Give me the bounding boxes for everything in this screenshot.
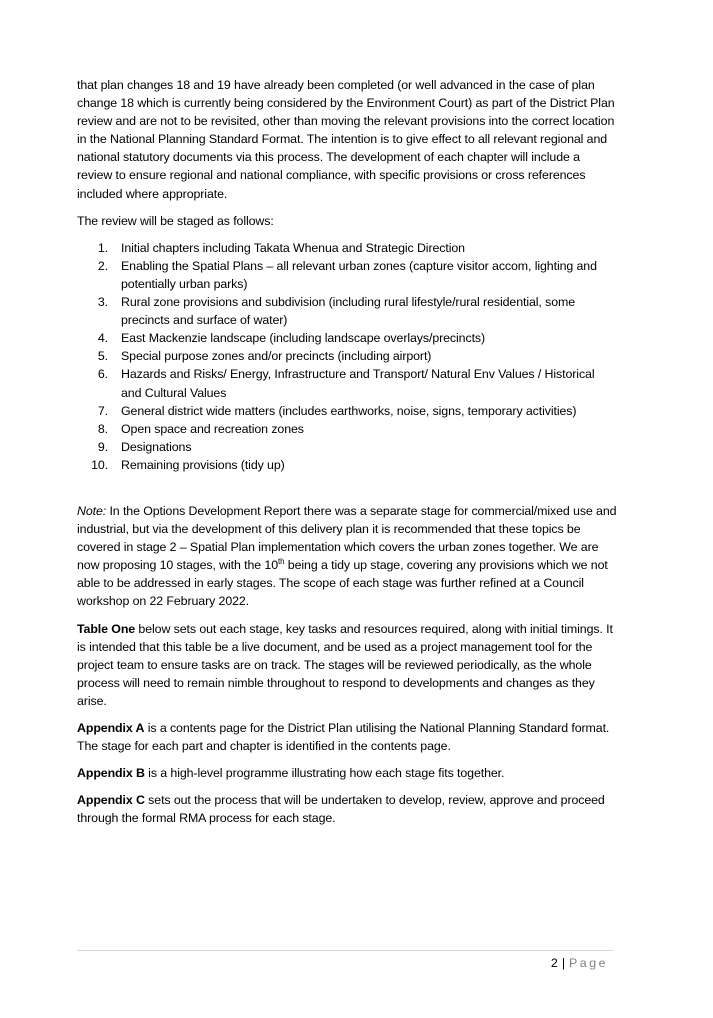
stage-number: 8. — [97, 421, 108, 436]
stage-number: 10. — [91, 457, 108, 472]
intro-paragraph: that plan changes 18 and 19 have already been completed (or well advanced in the case of plan change 18 which is currently being considered by the Environment Court) as part of the District Plan review and are not to be revisited, other than moving the relevant provisions into the correct location in the National Planning Standard Format. The intention is to give effect to all relevant regional and national statutory documents via this process. The development of each chapter will include a review to ensure regional and national compliance, with specific provisions or cross references included where appropriate. — [77, 78, 615, 201]
page-footer — [551, 954, 608, 972]
stage-number: 1. — [97, 240, 108, 255]
stage-number-wrap — [77, 293, 121, 329]
table-one-text: below sets out each stage, key tasks and resources required, along with initial timings. It is intended that this table be a live document, and be used as a project management tool for the project team to ensure tasks are on track. The stages will be reviewed periodically, as the whole process will need to remain nimble throughout to respond to developments and changes as they arise. — [77, 621, 613, 708]
footer-separator: | — [561, 956, 566, 970]
page-number: 2 — [550, 956, 558, 970]
appendix-c-text: sets out the process that will be undertaken to develop, review, approve and proceed through the formal RMA process for each stage. — [77, 793, 605, 826]
stage-number: 4. — [97, 331, 108, 346]
stage-number: 6. — [97, 367, 108, 382]
stage-text: Designations — [121, 439, 192, 454]
stage-number: 7. — [97, 403, 108, 418]
stage-number-wrap — [77, 402, 121, 420]
stage-number-wrap — [77, 257, 121, 293]
appendix-c-paragraph — [77, 791, 617, 827]
stage-text: Hazards and Risks/ Energy, Infrastructure and Transport/ Natural Env Values / Historical and Cultural Values — [121, 367, 595, 400]
page-content — [77, 76, 617, 836]
stages-intro: The review will be staged as follows: — [77, 213, 274, 228]
stage-number: 5. — [97, 349, 108, 364]
stage-item — [77, 239, 617, 257]
stage-text: Enabling the Spatial Plans – all relevant urban zones (capture visitor accom, lighting and potentially urban parks) — [121, 258, 597, 291]
footer-divider — [77, 950, 614, 951]
stage-number-wrap — [77, 365, 121, 401]
stage-number: 2. — [97, 258, 108, 273]
stage-number-wrap — [77, 239, 121, 257]
stage-text: Initial chapters including Takata Whenua and Strategic Direction — [121, 240, 465, 255]
stage-number-wrap — [77, 347, 121, 365]
appendix-a-text: is a contents page for the District Plan utilising the National Planning Standard format. The stage for each part and chapter is identified in the contents page. — [77, 721, 610, 754]
appendix-a-paragraph — [77, 719, 617, 755]
table-one-ref: Table One — [77, 621, 136, 636]
stage-item — [77, 347, 617, 365]
stage-text: Special purpose zones and/or precincts (including airport) — [121, 349, 432, 364]
stage-item — [77, 293, 617, 329]
stage-number: 9. — [97, 439, 108, 454]
stage-item — [77, 420, 617, 438]
stage-text: Remaining provisions (tidy up) — [121, 457, 285, 472]
stage-text: Open space and recreation zones — [121, 421, 304, 436]
appendix-b-ref: Appendix B — [77, 766, 145, 781]
stage-item — [77, 365, 617, 401]
stage-item — [77, 456, 617, 474]
stages-list — [77, 239, 617, 474]
table-one-paragraph — [77, 620, 617, 710]
note-paragraph — [77, 502, 617, 611]
note-superscript: th — [277, 557, 285, 567]
stage-text: East Mackenzie landscape (including landscape overlays/precincts) — [121, 331, 486, 346]
stage-text: Rural zone provisions and subdivision (including rural lifestyle/rural residential, some precincts and surface of water) — [121, 295, 576, 328]
stage-number-wrap — [77, 420, 121, 438]
stage-number: 3. — [97, 295, 108, 310]
note-label: Note: — [77, 503, 107, 518]
stage-number-wrap — [77, 438, 121, 456]
stage-item — [77, 402, 617, 420]
stage-item — [77, 438, 617, 456]
appendix-b-paragraph — [77, 764, 617, 782]
stage-number-wrap — [77, 456, 121, 474]
stage-item — [77, 329, 617, 347]
appendix-c-ref: Appendix C — [77, 793, 145, 808]
stage-number-wrap — [77, 329, 121, 347]
appendix-b-text: is a high-level programme illustrating how each stage fits together. — [144, 766, 505, 781]
note-text-1: In the Options Development Report there was a separate stage for commercial/mixed use and industrial, but via the development of this delivery plan it is recommended that these topics be covered in stage 2 – Spatial Plan implementation which covers the urban zones together. We are now proposing 10 stages, with the 10 — [77, 503, 617, 573]
stage-item — [77, 257, 617, 293]
appendix-a-ref: Appendix A — [77, 721, 145, 735]
note-text-2: being a tidy up stage, covering any provisions which we not able to be addressed in early stages. The scope of each stage was further refined at a Council workshop on 22 February 2022. — [77, 558, 608, 609]
page-label: Page — [569, 956, 608, 970]
stage-text: General district wide matters (includes earthworks, noise, signs, temporary activities) — [121, 403, 577, 418]
